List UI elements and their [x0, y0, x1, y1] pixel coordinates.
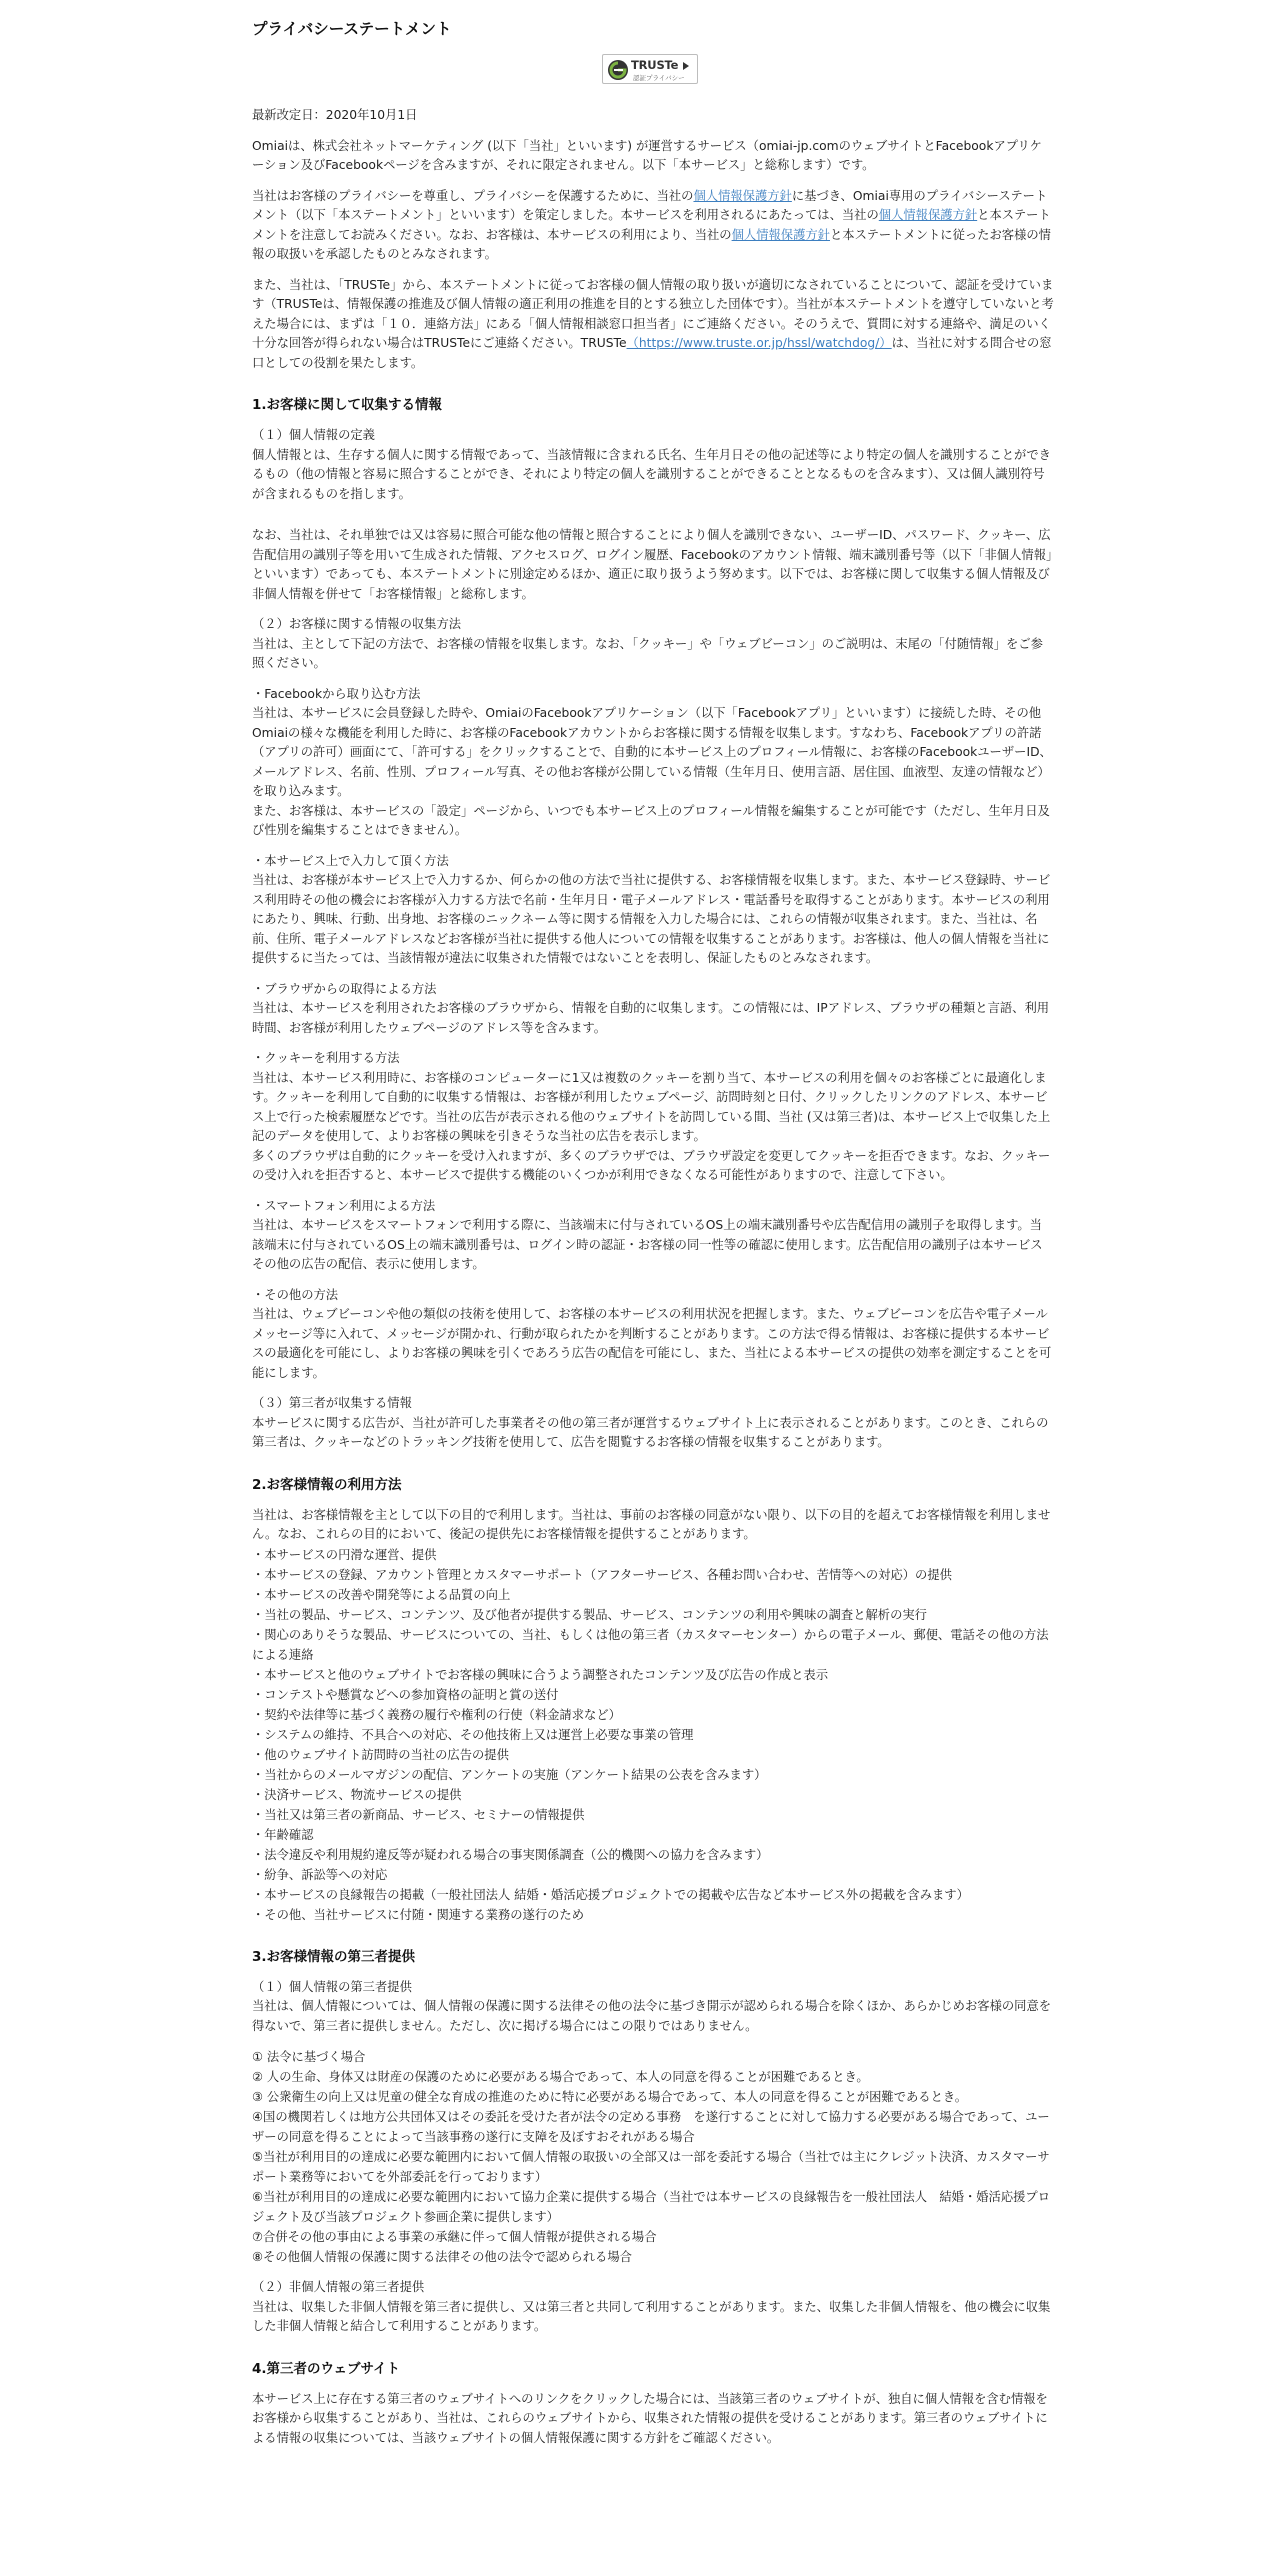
- revised-date: 最新改定日：2020年10月1日: [252, 108, 418, 122]
- paragraph: 当社は、ウェブビーコンや他の類似の技術を使用して、お客様の本サービスの利用状況を把握します。また、ウェブビーコンを広告や電子メールメッセージ等に入れて、メッセージが開かれ、行動が取られたかを判断することがあります。この方法で得る情報は、お客様に提供する本サービスの最適化を可能にし、よりお客様の興味を引くであろう広告の配信を可能にし、また、当社による本サービスの提供の効率を測定することを可能にします。: [252, 1307, 1052, 1380]
- intro-paragraph-2: 当社はお客様のプライバシーを尊重し、プライバシーを保護するために、当社の個人情報保護方針に基づき、Omiai専用のプライバシーステートメント（以下「本ステートメント」といいます）を策定しました。本サービスを利用されるにあたっては、当社の個人情報保護方針と本ステートメントを注意してお読みください。なお、お客様は、本サービスの利用により、当社の個人情報保護方針と本ステートメントに従ったお客様の情報の取扱いを承認したものとみなされます。: [252, 188, 1051, 261]
- truste-watchdog-link[interactable]: （https://www.truste.or.jp/hssl/watchdog/）: [626, 336, 892, 350]
- play-arrow-icon: [683, 62, 689, 70]
- paragraph: 当社は、主として下記の方法で、お客様の情報を収集します。なお、「クッキー」や「ウェブビーコン」のご説明は、末尾の「付随情報」をご参照ください。: [252, 636, 1043, 670]
- subsection-heading: （２）非個人情報の第三者提供: [252, 2280, 425, 2294]
- truste-seal[interactable]: [602, 54, 698, 84]
- list-item: ・本サービスと他のウェブサイトでお客様の興味に合うよう調整されたコンテンツ及び広告の作成と表示: [252, 1667, 828, 1682]
- subsection-heading: （２）お客様に関する情報の収集方法: [252, 617, 462, 631]
- truste-logo-area: [252, 54, 1054, 106]
- method-heading: ・その他の方法: [252, 1287, 339, 1302]
- paragraph: 当社は、本サービスを利用されたお客様のブラウザから、情報を自動的に収集します。この情報には、IPアドレス、ブラウザの種類と言語、利用時間、お客様が利用したウェブページのアドレス等を含みます。: [252, 1001, 1050, 1035]
- list-item: ⑥当社が利用目的の達成に必要な範囲内において協力企業に提供する場合（当社では本サービスの良縁報告を一般社団法人 結婚・婚活応援プロジェクト及び当該プロジェクト参画企業に提供します）: [252, 2190, 1051, 2224]
- list-item: ・契約や法律等に基づく義務の履行や権利の行使（料金請求など）: [252, 1707, 621, 1722]
- list-item: ・コンテストや懸賞などへの参加資格の証明と賞の送付: [252, 1687, 559, 1702]
- section-heading: 3.お客様情報の第三者提供: [252, 1948, 416, 1965]
- paragraph: 当社は、本サービスに会員登録した時や、OmiaiのFacebookアプリケーション（以下「Facebookアプリ」といいます）に接続した時、その他Omiaiの様々な機能を利用した時に、お客様のFacebookアカウントからお客様に関する情報を収集します。すなわち、Facebookアプリの許諾（アプリの許可）画面にて、「許可する」をクリックすることで、自動的に本サービス上のプロフィール情報に、お客様のFacebookユーザーID、メールアドレス、名前、性別、プロフィール写真、その他お客様が公開している情報（生年月日、使用言語、居住国、血液型、友達の情報など）を取り込みます。: [252, 706, 1052, 798]
- method-heading: ・スマートフォン利用による方法: [252, 1198, 436, 1213]
- paragraph: 当社は、収集した非個人情報を第三者に提供し、又は第三者と共同して利用することがあります。また、収集した非個人情報を、他の機会に収集した非個人情報と結合して利用することがあります。: [252, 2299, 1051, 2333]
- paragraph: 多くのブラウザは自動的にクッキーを受け入れますが、多くのブラウザでは、ブラウザ設定を変更してクッキーを拒否できます。なお、クッキーの受け入れを拒否すると、本サービスで提供する機能のいくつかが利用できなくなる可能性がありますので、注意して下さい。: [252, 1148, 1051, 1182]
- paragraph: 本サービスに関する広告が、当社が許可した事業者その他の第三者が運営するウェブサイト上に表示されることがあります。このとき、これらの第三者は、クッキーなどのトラッキング技術を使用して、広告を閲覧するお客様の情報を収集することがあります。: [252, 1415, 1049, 1449]
- exception-list: [252, 2047, 1054, 2267]
- method-heading: ・クッキーを利用する方法: [252, 1051, 400, 1065]
- list-item: ・システムの維持、不具合への対応、その他技術上又は運営上必要な事業の管理: [252, 1727, 694, 1742]
- intro-paragraph-3: また、当社は、「TRUSTe」から、本ステートメントに従ってお客様の個人情報の取り扱いが適切になされていることについて、認証を受けています（TRUSTeは、情報保護の推進及び個人情報の適正利用の推進を目的とする独立した団体です）。当社が本ステートメントを遵守していないと考えた場合には、まずは「１０．連絡方法」にある「個人情報相談窓口担当者」にご連絡ください。そのうえで、質問に対する連絡や、満足のいく十分な回答が得られない場合はTRUSTeにご連絡ください。TRUSTe（https://www.truste.or.jp/hssl/watchdog/）は、当社に対する問合せの窓口としての役割を果たします。: [252, 277, 1054, 370]
- privacy-statement: [252, 18, 1054, 2448]
- privacy-policy-link[interactable]: 個人情報保護方針: [693, 188, 792, 203]
- method-heading: ・本サービス上で入力して頂く方法: [252, 853, 449, 868]
- paragraph: また、お客様は、本サービスの「設定」ページから、いつでも本サービス上のプロフィール情報を編集することが可能です（ただし、生年月日及び性別を編集することはできません）。: [252, 803, 1050, 837]
- privacy-policy-link[interactable]: 個人情報保護方針: [731, 227, 830, 242]
- list-item: ⑦合併その他の事由による事業の承継に伴って個人情報が提供される場合: [252, 2230, 657, 2244]
- list-item: ・その他、当社サービスに付随・関連する業務の遂行のため: [252, 1907, 585, 1922]
- list-item: ⑤当社が利用目的の達成に必要な範囲内において個人情報の取扱いの全部又は一部を委託する場合（当社では主にクレジット決済、カスタマーサポート業務等においてを外部委託を行っております）: [252, 2150, 1050, 2184]
- purpose-list: [252, 1545, 1054, 1925]
- method-heading: ・Facebookから取り込む方法: [252, 686, 421, 701]
- subsection-heading: （３）第三者が収集する情報: [252, 1396, 412, 1410]
- paragraph: なお、当社は、それ単独では又は容易に照合可能な他の情報と照合することにより個人を識別できない、ユーザーID、パスワード、クッキー、広告配信用の識別子等を用いて生成された情報、アクセスログ、ログイン履歴、Facebookのアカウント情報、端末識別番号等（以下「非個人情報」といいます）であっても、本ステートメントに別途定めるほか、適正に取り扱うよう努めます。以下では、お客様に関して収集する個人情報及び非個人情報を併せて「お客様情報」と総称します。: [252, 528, 1053, 601]
- section-heading: 2.お客様情報の利用方法: [252, 1476, 402, 1493]
- list-item: ・当社の製品、サービス、コンテンツ、及び他者が提供する製品、サービス、コンテンツの利用や興味の調査と解析の実行: [252, 1607, 927, 1622]
- privacy-policy-link[interactable]: 個人情報保護方針: [878, 208, 978, 222]
- subsection-heading: （１）個人情報の定義: [252, 428, 375, 442]
- list-item: ① 法令に基づく場合: [252, 2050, 366, 2064]
- list-item: ・当社又は第三者の新商品、サービス、セミナーの情報提供: [252, 1807, 585, 1822]
- list-item: ・決済サービス、物流サービスの提供: [252, 1787, 462, 1802]
- list-item: ③ 公衆衛生の向上又は児童の健全な育成の推進のために特に必要がある場合であって、本人の同意を得ることが困難であるとき。: [252, 2090, 967, 2104]
- list-item: ・本サービスの登録、アカウント管理とカスタマーサポート（アフターサービス、各種お問い合わせ、苦情等への対応）の提供: [252, 1567, 952, 1582]
- paragraph: 当社は、本サービスをスマートフォンで利用する際に、当該端末に付与されているOS上の端末識別番号や広告配信用の識別子を取得します。当該端末に付与されているOS上の端末識別番号は、ログイン時の認証・お客様の同一性等の確認に使用します。広告配信用の識別子は本サービスその他の広告の配信、表示に使用します。: [252, 1218, 1043, 1271]
- list-item: ・当社からのメールマガジンの配信、アンケートの実施（アンケート結果の公表を含みます）: [252, 1767, 767, 1782]
- truste-e-icon: [607, 59, 629, 81]
- truste-brand: TRUSTe: [631, 58, 679, 72]
- list-item: ・年齢確認: [252, 1827, 314, 1842]
- method-heading: ・ブラウザからの取得による方法: [252, 981, 437, 996]
- paragraph: 本サービス上に存在する第三者のウェブサイトへのリンクをクリックした場合には、当該第三者のウェブサイトが、独自に個人情報を含む情報をお客様から収集することがあり、当社は、これらのウェブサイトから、収集された情報の提供を受けることがあります。第三者のウェブサイトによる情報の収集については、当該ウェブサイトの個人情報保護に関する方針をご確認ください。: [252, 2391, 1048, 2445]
- section-heading: 1.お客様に関して収集する情報: [252, 397, 443, 413]
- list-item: ② 人の生命、身体又は財産の保護のために必要がある場合であって、本人の同意を得ることが困難であるとき。: [252, 2070, 869, 2084]
- list-item: ⑧その他個人情報の保護に関する法律その他の法令で認められる場合: [252, 2250, 632, 2264]
- list-item: ・他のウェブサイト訪問時の当社の広告の提供: [252, 1747, 509, 1762]
- list-item: ・本サービスの改善や開発等による品質の向上: [252, 1587, 511, 1602]
- list-item: ・法令違反や利用規約違反等が疑われる場合の事実関係調査（公的機関への協力を含みます）: [252, 1847, 769, 1862]
- paragraph: 当社は、お客様情報を主として以下の目的で利用します。当社は、事前のお客様の同意がない限り、以下の目的を超えてお客様情報を利用しません。なお、これらの目的において、後記の提供先にお客様情報を提供することがあります。: [252, 1507, 1051, 1541]
- list-item: ④国の機関若しくは地方公共団体又はその委託を受けた者が法令の定める事務 を遂行することに対して協力する必要がある場合であって、ユーザーの同意を得ることによって当該事務の遂行に支障を及ぼすおそれがある場合: [252, 2110, 1050, 2144]
- paragraph: 個人情報とは、生存する個人に関する情報であって、当該情報に含まれる氏名、生年月日その他の記述等により特定の個人を識別することができるもの（他の情報と容易に照合することができ、それにより特定の個人を識別することができることとなるものを含みます）、又は個人識別符号が含まれるものを指します。: [252, 447, 1051, 501]
- list-item: ・関心のありそうな製品、サービスについての、当社、もしくは他の第三者（カスタマーセンター）からの電子メール、郵便、電話その他の方法による連絡: [252, 1627, 1049, 1662]
- list-item: ・紛争、訴訟等への対応: [252, 1867, 388, 1882]
- paragraph: 当社は、本サービス利用時に、お客様のコンピューターに1又は複数のクッキーを割り当て、本サービスの利用を個々のお客様ごとに最適化します。クッキーを利用して自動的に収集する情報は、お客様が利用したウェブページ、訪問時刻と日付、クリックしたリンクのアドレス、本サービス上で行った検索履歴などです。当社の広告が表示される他のウェブサイトを訪問している間、当社 (又は第三者)は、本サービス上で収集した上記のデータを使用して、よりお客様の興味を引きそうな当社の広告を表示します。: [252, 1070, 1051, 1143]
- paragraph: 当社は、個人情報については、個人情報の保護に関する法律その他の法令に基づき開示が認められる場合を除くほか、あらかじめお客様の同意を得ないで、第三者に提供しません。ただし、次に掲げる場合にはこの限りではありません。: [252, 1999, 1052, 2033]
- page-title: プライバシーステートメント: [252, 20, 452, 38]
- list-item: ・本サービスの良縁報告の掲載（一般社団法人 結婚・婚活応援プロジェクトでの掲載や広告など本サービス外の掲載を含みます）: [252, 1887, 969, 1902]
- truste-sub: 認証プライバシー: [633, 74, 685, 82]
- section-heading: 4.第三者のウェブサイト: [252, 2360, 401, 2377]
- subsection-heading: （１）個人情報の第三者提供: [252, 1979, 412, 1994]
- list-item: ・本サービスの円滑な運営、提供: [252, 1547, 437, 1562]
- intro-paragraph-1: Omiaiは、株式会社ネットマーケティング (以下「当社」といいます) が運営するサービス（omiai-jp.comのウェブサイトとFacebookアプリケーション及びFacebookページを含みますが、それに限定されません。以下「本サービス」と総称します）です。: [252, 138, 1042, 172]
- paragraph: 当社は、お客様が本サービス上で入力するか、何らかの他の方法で当社に提供する、お客様情報を収集します。また、本サービス登録時、サービス利用時その他の機会にお客様が入力する方法で名前・生年月日・電子メールアドレス・電話番号を取得することがあります。本サービスの利用にあたり、興味、行動、出身地、お客様のニックネーム等に関する情報を入力した場合には、これらの情報が収集されます。また、当社は、名前、住所、電子メールアドレスなどお客様が当社に提供する他人についての情報を収集することがあります。お客様は、他人の個人情報を当社に提供するに当たっては、当該情報が違法に収集された情報ではないことを表明し、保証したものとみなされます。: [252, 873, 1051, 965]
